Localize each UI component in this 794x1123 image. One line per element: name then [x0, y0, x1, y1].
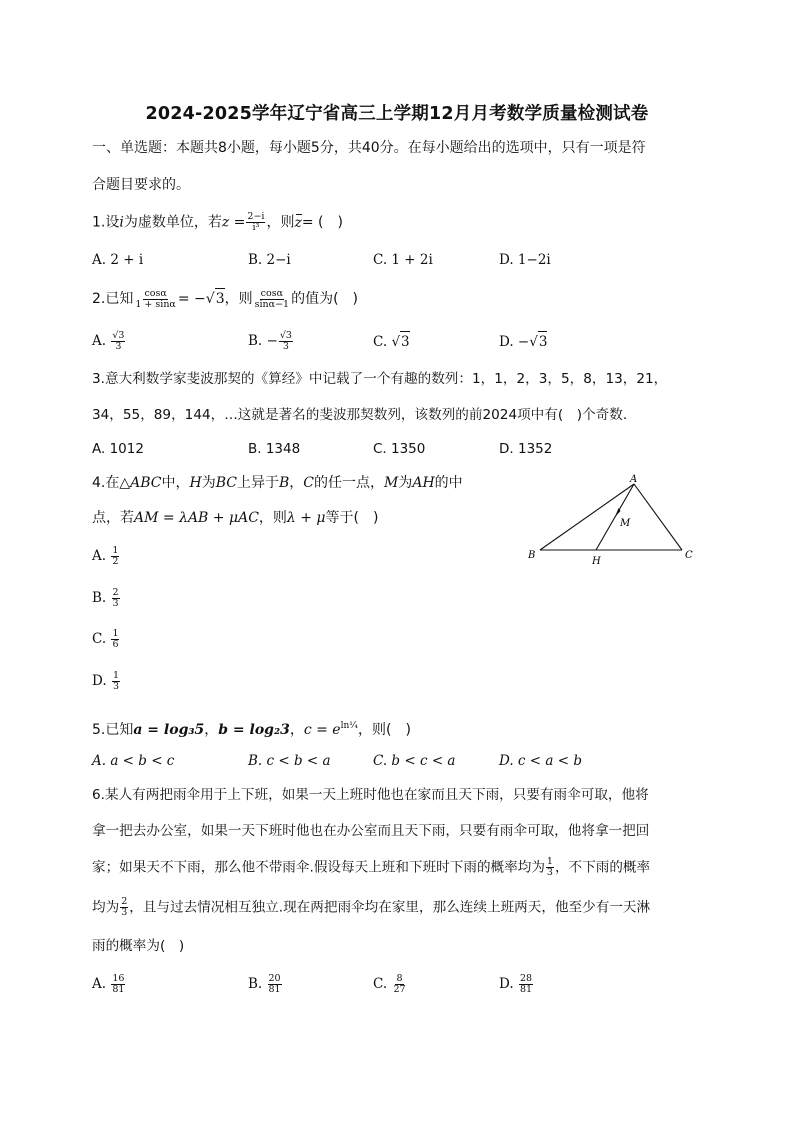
- q1-option-b[interactable]: B. 2−i: [248, 252, 291, 268]
- q2-radicand: 3: [215, 288, 225, 309]
- q4-vector-equation: AM = λAB + μAC: [134, 510, 259, 526]
- q1-text-c: ，则: [266, 214, 295, 231]
- q2-text-b: ，则: [224, 291, 253, 307]
- triangle-side-ab: [540, 484, 634, 550]
- q4-option-b[interactable]: [92, 588, 121, 609]
- q1-text-d: = ( ): [301, 214, 343, 231]
- q6-opt-c-den: 27: [393, 984, 406, 995]
- q4-h: H: [189, 475, 202, 491]
- q1-frac-num: 2−i: [247, 211, 265, 222]
- question-6-line-2: 拿一把去办公室，如果一天下班时他也在办公室而且天下雨，只要有雨伞可取，他将拿一把回: [92, 823, 650, 839]
- question-3-line-1: 3.意大利数学家斐波那契的《算经》中记载了一个有趣的数列：1，1，2，3，5，8，13，21，: [92, 371, 668, 387]
- q6-option-d[interactable]: [499, 974, 534, 995]
- q2-opt-a-fraction: [111, 331, 125, 352]
- q2-opt-b-num: √3: [279, 330, 292, 341]
- q6-opt-b-num: 20: [268, 973, 281, 984]
- q1-z-eq: z =: [221, 214, 246, 231]
- q6-opt-a-den: 81: [112, 984, 125, 995]
- question-6-line-5: 雨的概率为( ): [92, 938, 185, 954]
- triangle-side-ac: [634, 484, 682, 550]
- q4-line1-e: ，: [289, 475, 304, 491]
- q6-opt-d-fraction: [519, 974, 533, 995]
- q4-opt-d-den: 3: [112, 681, 119, 692]
- q6-opt-d-label: D.: [499, 976, 514, 992]
- question-6-line-1: 6.某人有两把雨伞用于上下班，如果一天上班时他也在家而且天下雨，只要有雨伞可取，他将: [92, 787, 649, 803]
- q4-line2-c: 等于( ): [325, 510, 379, 526]
- q2-opt-c-radical-sign: √: [391, 334, 401, 350]
- q2-option-d[interactable]: [499, 331, 547, 352]
- q4-sum: λ + μ: [286, 510, 326, 526]
- question-2-stem: [92, 288, 358, 310]
- q2-opt-a-label: A.: [92, 333, 107, 349]
- q1-text-b: 为虚数单位，若: [123, 214, 222, 231]
- question-5-stem: [92, 716, 411, 740]
- q4-line1-h: 的中: [434, 475, 463, 491]
- q4-opt-d-label: D.: [92, 673, 107, 689]
- q3-option-d[interactable]: D. 1352: [499, 441, 553, 457]
- q5-text-a: 5.已知: [92, 722, 134, 738]
- q6-line4-b: ，且与过去情况相互独立.现在两把雨伞均在家里，那么连续上班两天，他至少有一天淋: [129, 899, 651, 916]
- section-heading-line-1: 一、单选题：本题共8小题，每小题5分，共40分。在每小题给出的选项中，只有一项是符: [92, 140, 646, 156]
- q6-opt-c-label: C.: [373, 976, 388, 992]
- q2-opt-d-radical-sign: √: [529, 334, 538, 350]
- q4-triangle-figure: [520, 470, 700, 570]
- q2-frac1-den: 1 + sinα: [135, 298, 176, 310]
- q6-q-den: 3: [121, 907, 128, 918]
- q6-option-a[interactable]: [92, 974, 126, 995]
- q4-line2-b: ，则: [258, 510, 287, 526]
- q4-line1-d: 上异于: [236, 475, 279, 491]
- q6-opt-b-label: B.: [248, 976, 263, 992]
- q5-option-b[interactable]: B. c < b < a: [248, 753, 331, 769]
- q6-line4-a: 均为: [92, 899, 120, 916]
- q4-m: M: [384, 475, 399, 491]
- q2-opt-d-label: D. −: [499, 334, 530, 350]
- q2-frac2-num: cosα: [260, 287, 284, 299]
- q5-c-exponent: ln¹⁄₄: [340, 721, 358, 731]
- label-c: C: [685, 550, 693, 561]
- question-4-line-2: [92, 508, 378, 528]
- q6-opt-c-num: 8: [396, 973, 403, 984]
- q6-opt-d-num: 28: [519, 973, 533, 984]
- q2-opt-b-label: B. −: [248, 333, 278, 349]
- q4-opt-b-den: 3: [112, 598, 119, 609]
- q4-opt-b-fraction: [112, 588, 120, 609]
- q6-q-fraction: [120, 897, 128, 918]
- q5-c-eq: c = e: [303, 722, 341, 738]
- q4-ah: AH: [412, 475, 435, 491]
- q6-option-b[interactable]: [248, 974, 283, 995]
- q4-line1-g: 为: [398, 475, 413, 491]
- q6-line3-a: 家；如果天不下雨，那么他不带雨伞.假设每天上班和下班时下雨的概率均为: [92, 859, 545, 876]
- q6-opt-a-label: A.: [92, 976, 107, 992]
- q2-option-b[interactable]: [248, 331, 294, 352]
- q2-option-a[interactable]: [92, 331, 126, 352]
- q6-p-fraction: [546, 857, 554, 878]
- q6-opt-a-num: 16: [112, 973, 125, 984]
- label-m: M: [620, 518, 631, 529]
- label-b: B: [528, 550, 536, 561]
- q6-option-c[interactable]: [373, 974, 408, 995]
- q2-text-c: 的值为( ): [291, 291, 359, 307]
- paper-title: 2024-2025学年辽宁省高三上学期12月月考数学质量检测试卷: [145, 104, 649, 124]
- q1-zbar: z: [294, 214, 302, 231]
- q6-opt-b-den: 81: [268, 984, 281, 995]
- q6-opt-c-fraction: [392, 974, 406, 995]
- q4-opt-b-num: 2: [112, 587, 119, 598]
- q5-text-b: ，则( ): [358, 722, 411, 738]
- q2-frac1-num: cosα: [144, 287, 167, 299]
- q6-line3-b: ，不下雨的概率: [554, 859, 651, 876]
- q5-sep-1: ，: [204, 722, 219, 738]
- q4-abc: ABC: [130, 475, 162, 491]
- question-4-line-1: [92, 473, 463, 493]
- q4-opt-c-den: 6: [112, 639, 119, 650]
- q2-fraction-2: [254, 289, 290, 310]
- q5-a-eq: a = log₃5: [133, 722, 205, 738]
- q3-option-b[interactable]: B. 1348: [248, 441, 301, 457]
- question-1-stem: [92, 212, 343, 233]
- q5-option-a[interactable]: A. a < b < c: [92, 753, 175, 769]
- label-a: A: [630, 474, 638, 485]
- section-heading-line-2: 合题目要求的。: [92, 177, 190, 193]
- q1-frac-den: i³: [252, 222, 260, 233]
- q4-option-d[interactable]: [92, 671, 121, 692]
- q6-q-num: 2: [121, 896, 128, 907]
- q3-option-c[interactable]: C. 1350: [373, 441, 426, 457]
- q4-opt-b-label: B.: [92, 590, 107, 606]
- q4-line1-a: 4.在△: [92, 475, 131, 491]
- q4-line1-f: 的任一点，: [314, 475, 384, 491]
- q4-line1-b: 中，: [161, 475, 190, 491]
- q1-option-d[interactable]: D. 1−2i: [499, 252, 551, 268]
- question-6-line-3: [92, 857, 650, 878]
- q4-b: B: [278, 475, 290, 491]
- q6-opt-d-den: 81: [519, 984, 533, 995]
- q4-line1-c: 为: [201, 475, 216, 491]
- q6-opt-b-fraction: [268, 974, 282, 995]
- q3-option-a[interactable]: A. 1012: [92, 441, 144, 457]
- q5-option-d[interactable]: D. c < a < b: [499, 753, 582, 769]
- q2-opt-b-fraction: [279, 331, 293, 352]
- q4-line2-a: 点，若: [92, 510, 134, 526]
- q2-option-c[interactable]: [373, 331, 410, 352]
- q1-var-i: i: [119, 214, 124, 231]
- q2-fraction-1: [134, 289, 177, 310]
- q4-opt-a-num: 1: [112, 545, 119, 556]
- q5-b-eq: b = log₂3: [218, 722, 290, 738]
- q2-opt-a-den: 3: [115, 341, 122, 352]
- q4-opt-a-den: 2: [112, 556, 119, 567]
- q6-opt-a-fraction: [111, 974, 125, 995]
- q2-opt-c-radicand: 3: [400, 331, 410, 352]
- q2-opt-d-radicand: 3: [538, 331, 548, 352]
- q2-eq: = −: [177, 291, 206, 307]
- q4-c: C: [303, 475, 314, 491]
- q4-option-a[interactable]: [92, 546, 120, 567]
- q6-p-num: 1: [546, 856, 553, 867]
- q1-option-a[interactable]: A. 2 + i: [92, 252, 144, 268]
- q2-frac2-den: sinα−1: [254, 298, 290, 310]
- q4-opt-c-label: C.: [92, 631, 107, 647]
- q2-text-a: 2.已知: [92, 291, 134, 307]
- q4-opt-a-fraction: [111, 546, 119, 567]
- q2-radical-sign: √: [205, 291, 215, 307]
- q2-opt-b-den: 3: [282, 341, 289, 352]
- label-h: H: [592, 556, 601, 567]
- q5-option-c[interactable]: C. b < c < a: [373, 753, 456, 769]
- q4-bc: BC: [215, 475, 237, 491]
- q5-sep-2: ，: [289, 722, 304, 738]
- question-6-line-4: [92, 897, 650, 918]
- q4-option-c[interactable]: [92, 629, 120, 650]
- q1-text-a: 1.设: [92, 214, 120, 231]
- q1-option-c[interactable]: C. 1 + 2i: [373, 252, 433, 268]
- q1-fraction: [246, 212, 265, 233]
- q2-opt-c-label: C.: [373, 334, 388, 350]
- q4-opt-c-num: 1: [112, 628, 119, 639]
- q4-opt-a-label: A.: [92, 548, 107, 564]
- q4-opt-d-num: 1: [112, 670, 119, 681]
- q4-opt-c-fraction: [111, 629, 119, 650]
- q6-p-den: 3: [546, 867, 553, 878]
- question-3-line-2: 34，55，89，144，…这就是著名的斐波那契数列，该数列的前2024项中有( )个奇数.: [92, 407, 628, 423]
- q2-opt-a-num: √3: [112, 330, 125, 341]
- q4-opt-d-fraction: [112, 671, 120, 692]
